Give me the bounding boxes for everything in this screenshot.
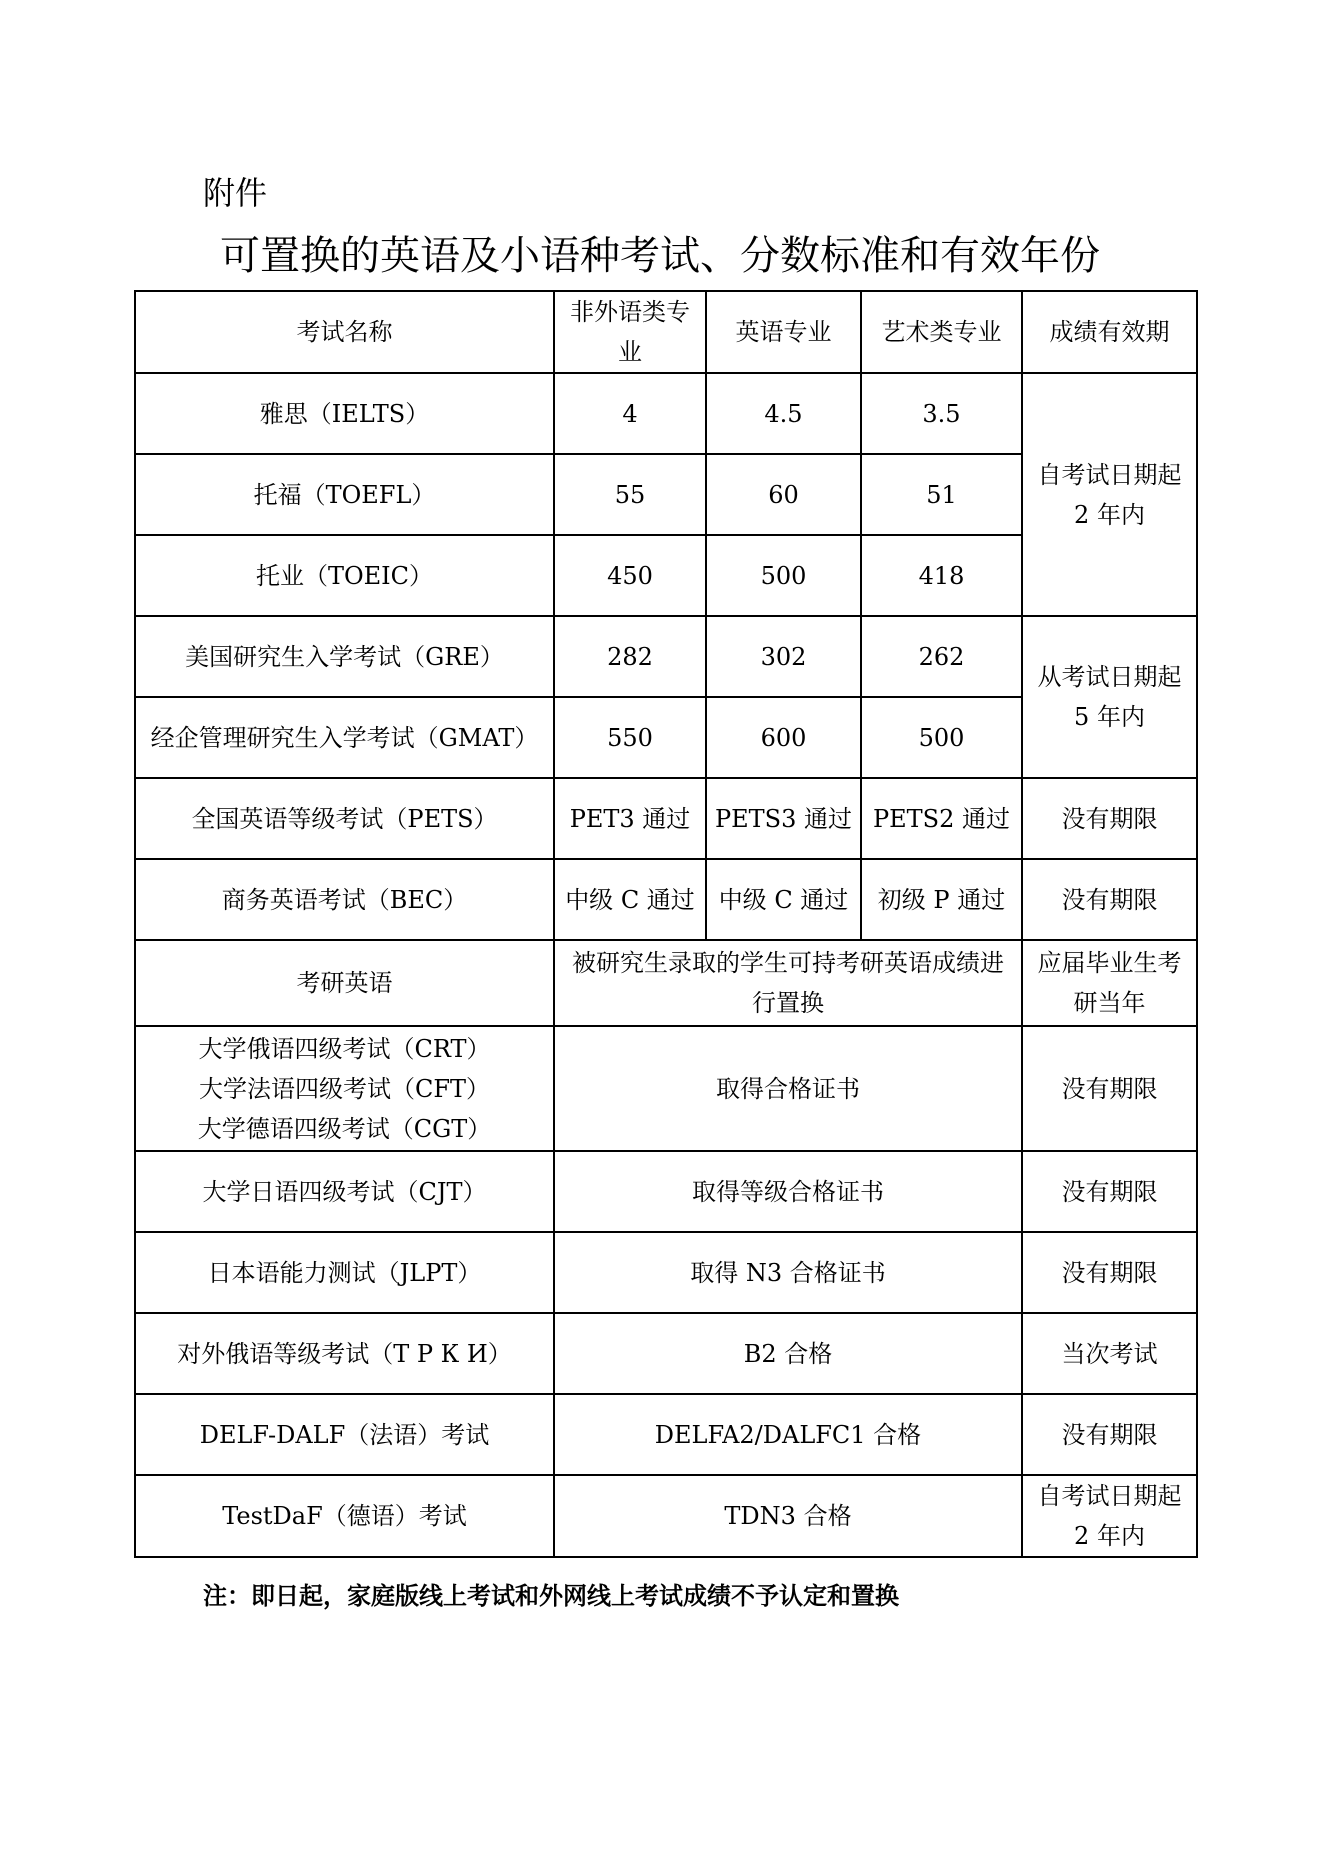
score-cell: 282 — [554, 616, 706, 697]
header-exam-name: 考试名称 — [135, 291, 554, 373]
score-cell: 418 — [861, 535, 1022, 616]
score-cell: 500 — [706, 535, 861, 616]
header-art-major: 艺术类专业 — [861, 291, 1022, 373]
exam-name-cell: 考研英语 — [135, 940, 554, 1026]
exam-name-cell: 全国英语等级考试（PETS） — [135, 778, 554, 859]
score-cell: 262 — [861, 616, 1022, 697]
table-row — [135, 778, 1197, 859]
score-cell: 600 — [706, 697, 861, 778]
score-cell: 51 — [861, 454, 1022, 535]
table-header-row — [135, 291, 1197, 373]
exam-name-cell: 经企管理研究生入学考试（GMAT） — [135, 697, 554, 778]
exam-name-cell: 日本语能力测试（JLPT） — [135, 1232, 554, 1313]
validity-cell: 没有期限 — [1022, 778, 1197, 859]
table-row — [135, 1026, 1197, 1151]
exam-name-cell: DELF-DALF（法语）考试 — [135, 1394, 554, 1475]
table-row — [135, 616, 1197, 697]
table-row — [135, 373, 1197, 454]
score-cell: PET3 通过 — [554, 778, 706, 859]
table-row — [135, 859, 1197, 940]
footnote: 注：即日起，家庭版线上考试和外网线上考试成绩不予认定和置换 — [203, 1582, 899, 1610]
exam-name-line: 大学德语四级考试（CGT） — [197, 1114, 492, 1143]
table-row — [135, 1475, 1197, 1557]
table-row — [135, 940, 1197, 1026]
validity-cell: 没有期限 — [1022, 1394, 1197, 1475]
validity-cell: 自考试日期起 2 年内 — [1022, 1475, 1197, 1557]
score-cell: 4.5 — [706, 373, 861, 454]
exam-name-cell: 商务英语考试（BEC） — [135, 859, 554, 940]
table-row — [135, 1394, 1197, 1475]
score-cell: 55 — [554, 454, 706, 535]
score-cell: 初级 P 通过 — [861, 859, 1022, 940]
score-cell: 500 — [861, 697, 1022, 778]
validity-cell: 自考试日期起 2 年内 — [1022, 373, 1197, 616]
standard-cell: 取得等级合格证书 — [554, 1151, 1022, 1232]
exam-name-cell: 托业（TOEIC） — [135, 535, 554, 616]
validity-cell: 应届毕业生考研当年 — [1022, 940, 1197, 1026]
exam-name-cell — [135, 1026, 554, 1151]
standard-cell: 取得合格证书 — [554, 1026, 1022, 1151]
header-english-major: 英语专业 — [706, 291, 861, 373]
standard-cell: TDN3 合格 — [554, 1475, 1022, 1557]
score-cell: PETS3 通过 — [706, 778, 861, 859]
table-row — [135, 1151, 1197, 1232]
attachment-label: 附件 — [203, 174, 268, 212]
validity-cell: 从考试日期起 5 年内 — [1022, 616, 1197, 778]
validity-cell: 没有期限 — [1022, 1151, 1197, 1232]
standard-cell: 取得 N3 合格证书 — [554, 1232, 1022, 1313]
validity-cell: 没有期限 — [1022, 859, 1197, 940]
validity-cell: 没有期限 — [1022, 1232, 1197, 1313]
exam-score-table — [134, 290, 1198, 1558]
score-cell: 中级 C 通过 — [554, 859, 706, 940]
score-cell: 中级 C 通过 — [706, 859, 861, 940]
validity-cell: 没有期限 — [1022, 1026, 1197, 1151]
score-cell: 60 — [706, 454, 861, 535]
score-cell: 550 — [554, 697, 706, 778]
standard-cell: B2 合格 — [554, 1313, 1022, 1394]
exam-name-cell: 对外俄语等级考试（Т Р К И） — [135, 1313, 554, 1394]
table-row — [135, 1232, 1197, 1313]
validity-cell: 当次考试 — [1022, 1313, 1197, 1394]
score-cell: 4 — [554, 373, 706, 454]
score-cell: PETS2 通过 — [861, 778, 1022, 859]
exam-name-line: 大学法语四级考试（CFT） — [198, 1074, 491, 1103]
table-row — [135, 1313, 1197, 1394]
standard-cell: DELFA2/DALFC1 合格 — [554, 1394, 1022, 1475]
score-cell: 3.5 — [861, 373, 1022, 454]
header-validity: 成绩有效期 — [1022, 291, 1197, 373]
exam-name-cell: TestDaF（德语）考试 — [135, 1475, 554, 1557]
score-cell: 450 — [554, 535, 706, 616]
score-cell: 302 — [706, 616, 861, 697]
exam-name-cell: 美国研究生入学考试（GRE） — [135, 616, 554, 697]
exam-name-cell: 雅思（IELTS） — [135, 373, 554, 454]
standard-cell: 被研究生录取的学生可持考研英语成绩进行置换 — [554, 940, 1022, 1026]
exam-name-cell: 大学日语四级考试（CJT） — [135, 1151, 554, 1232]
header-non-foreign-major: 非外语类专业 — [554, 291, 706, 373]
exam-name-line: 大学俄语四级考试（CRT） — [198, 1034, 491, 1063]
exam-name-cell: 托福（TOEFL） — [135, 454, 554, 535]
document-title: 可置换的英语及小语种考试、分数标准和有效年份 — [220, 233, 1100, 279]
